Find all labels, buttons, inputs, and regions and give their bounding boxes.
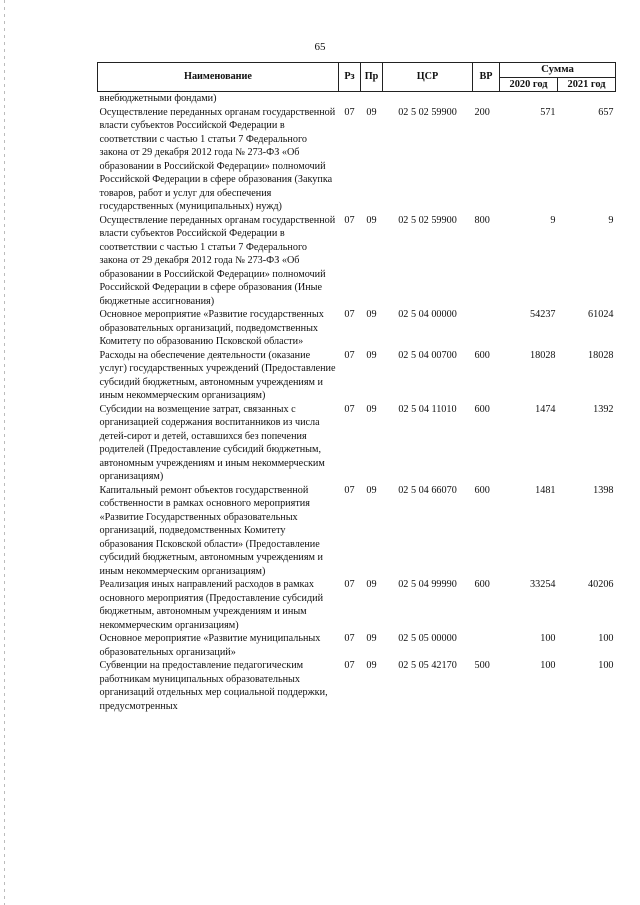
row-sum-2021: 40206 [588,579,614,590]
row-sum-2020: 1474 [535,403,556,415]
row-name: Капитальный ремонт объектов государственной собственности в рамках основного мероприятия «Развитие Государственных образовательных организаций, подведомственных Комитету образования Псковской области» (Предоставление субсидий бюджетным, автономным учреждениям и иным некоммерческим организациям) [99,484,324,577]
row-pr: 09 [366,633,377,644]
row-sum-2021: 61024 [588,309,614,320]
row-vr: 800 [474,214,490,226]
page-number: 65 [314,41,326,53]
row-name: Основное мероприятие «Развитие муниципальных образовательных организаций» [99,633,321,658]
row-csr: 02 5 05 00000 [398,633,457,644]
row-sum-2020: 100 [540,633,556,644]
row-pr: 09 [366,660,377,671]
row-csr [383,92,473,106]
row-rz: 07 [344,403,355,415]
row-rz: 07 [344,106,355,118]
table-row [98,659,616,713]
table-body [98,92,616,714]
row-rz: 07 [344,309,355,320]
table-row [98,214,616,309]
row-name: внебюджетными фондами) [99,93,217,104]
row-csr: 02 5 05 42170 [398,660,457,671]
row-sum-2020: 18028 [530,349,556,361]
header-rz: Рз [339,63,361,92]
row-rz: 07 [344,633,355,644]
row-pr: 09 [366,579,377,590]
row-csr: 02 5 04 66070 [398,484,457,496]
row-name: Субвенции на предоставление педагогическим работникам муниципальных образовательных организаций отдельных мер социальной поддержки, предусмотренных [99,660,328,712]
table-row [98,632,616,659]
row-csr: 02 5 02 59900 [398,106,457,118]
row-sum-2020: 100 [540,660,556,671]
row-csr: 02 5 04 99990 [398,579,457,590]
table-row [98,106,616,214]
row-pr [361,92,383,106]
row-rz: 07 [344,484,355,496]
row-name: Реализация иных направлений расходов в рамках основного мероприятия (Предоставление субсидий бюджетным, автономным учреждениям и иным некоммерческим организациям) [99,579,324,631]
header-csr: ЦСР [383,63,473,92]
row-sum-2020: 33254 [530,579,556,590]
row-vr: 600 [474,349,490,361]
table-row [98,308,616,349]
row-vr [473,308,500,349]
table-row [98,349,616,403]
row-vr: 200 [474,106,490,118]
row-rz: 07 [344,349,355,361]
row-sum-2020 [500,92,558,106]
header-year-2020: 2020 год [500,77,558,92]
row-rz [339,92,361,106]
row-name: Субсидии на возмещение затрат, связанных с организацией содержания воспитанников из числа детей-сирот и детей, оставшихся без попечения родителей (Предоставление субсидий бюджетным, автономным учреждениям и иным некоммерческим организациям) [99,403,325,482]
row-name: Осуществление переданных органам государственной власти субъектов Российской Федерации в соответствии с частью 1 статьи 7 Федерального закона от 29 декабря 2012 года № 273-ФЗ «Об образовании в Российской Федерации» полномочий Российской Федерации в сфере образования (Иные бюджетные ассигнования) [99,214,336,307]
table-row [98,484,616,579]
row-csr: 02 5 02 59900 [398,214,457,226]
row-name: Основное мероприятие «Развитие государственных образовательных организаций, подведомственных Комитету по образованию Псковской области» [99,309,324,347]
header-vr: ВР [473,63,500,92]
row-vr: 600 [474,484,490,496]
row-pr: 09 [366,214,377,226]
table-row [98,578,616,632]
header-pr: Пр [361,63,383,92]
row-pr: 09 [366,106,377,118]
header-year-2021: 2021 год [558,77,616,92]
row-sum-2021: 100 [598,660,614,671]
row-sum-2020: 1481 [535,484,556,496]
row-vr [473,632,500,659]
row-csr: 02 5 04 00700 [398,349,457,361]
row-csr: 02 5 04 11010 [398,403,457,415]
row-vr: 500 [474,660,490,671]
row-vr: 600 [474,579,490,590]
row-sum-2021: 9 [608,214,614,226]
row-sum-2021: 657 [598,106,614,118]
row-sum-2020: 54237 [530,309,556,320]
row-sum-2021: 18028 [588,349,614,361]
row-csr: 02 5 04 00000 [398,309,457,320]
row-sum-2021: 100 [598,633,614,644]
header-sum: Сумма [500,63,616,78]
table-row [98,92,616,106]
table-header [98,63,616,92]
row-rz: 07 [344,579,355,590]
row-name: Расходы на обеспечение деятельности (оказание услуг) государственных учреждений (Предоставление субсидий бюджетным, автономным учреждениям и иным некоммерческим организациям) [99,349,336,401]
row-pr: 09 [366,309,377,320]
row-pr: 09 [366,349,377,361]
header-name: Наименование [98,63,339,92]
row-rz: 07 [344,214,355,226]
row-name: Осуществление переданных органам государственной власти субъектов Российской Федерации в соответствии с частью 1 статьи 7 Федерального закона от 29 декабря 2012 года № 273-ФЗ «Об образовании в Российской Федерации» полномочий Российской Федерации в сфере образования (Закупка товаров, работ и услуг для обеспечения государственных (муниципальных) нужд) [99,106,336,212]
row-sum-2021: 1392 [593,403,614,415]
row-sum-2020: 571 [540,106,556,118]
scan-margin-line [4,0,5,905]
row-sum-2021: 1398 [593,484,614,496]
budget-table [97,62,616,713]
row-pr: 09 [366,484,377,496]
row-rz: 07 [344,660,355,671]
row-sum-2021 [558,92,616,106]
row-vr: 600 [474,403,490,415]
table-row [98,403,616,484]
row-sum-2020: 9 [550,214,556,226]
row-pr: 09 [366,403,377,415]
row-vr [473,92,500,106]
